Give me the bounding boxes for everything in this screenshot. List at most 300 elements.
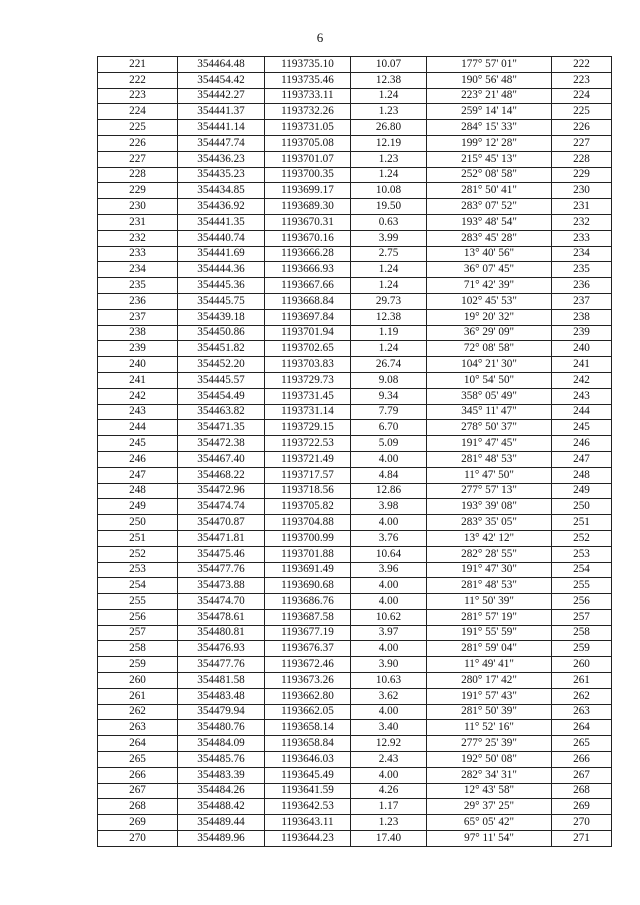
bearing-cell: 277° 57' 13" <box>427 483 552 499</box>
distance-cell: 4.00 <box>351 594 427 610</box>
point-from-cell: 244 <box>98 420 178 436</box>
x-coordinate-cell: 354472.96 <box>178 483 265 499</box>
y-coordinate-cell: 1193662.05 <box>265 704 351 720</box>
point-from-cell: 223 <box>98 88 178 104</box>
distance-cell: 9.34 <box>351 388 427 404</box>
point-to-cell: 247 <box>552 451 612 467</box>
point-to-cell: 257 <box>552 609 612 625</box>
point-to-cell: 228 <box>552 151 612 167</box>
x-coordinate-cell: 354489.96 <box>178 831 265 847</box>
y-coordinate-cell: 1193722.53 <box>265 436 351 452</box>
distance-cell: 3.96 <box>351 562 427 578</box>
distance-cell: 1.23 <box>351 815 427 831</box>
distance-cell: 26.74 <box>351 357 427 373</box>
point-to-cell: 242 <box>552 372 612 388</box>
y-coordinate-cell: 1193702.65 <box>265 341 351 357</box>
point-from-cell: 260 <box>98 673 178 689</box>
distance-cell: 6.70 <box>351 420 427 436</box>
point-to-cell: 225 <box>552 104 612 120</box>
table-row <box>98 499 612 515</box>
bearing-cell: 282° 28' 55" <box>427 546 552 562</box>
x-coordinate-cell: 354467.40 <box>178 451 265 467</box>
table-row <box>98 688 612 704</box>
point-to-cell: 255 <box>552 578 612 594</box>
y-coordinate-cell: 1193721.49 <box>265 451 351 467</box>
bearing-cell: 277° 25' 39" <box>427 736 552 752</box>
bearing-cell: 10° 54' 50" <box>427 372 552 388</box>
table-row <box>98 404 612 420</box>
table-row <box>98 562 612 578</box>
x-coordinate-cell: 354441.35 <box>178 214 265 230</box>
point-to-cell: 248 <box>552 467 612 483</box>
y-coordinate-cell: 1193658.84 <box>265 736 351 752</box>
x-coordinate-cell: 354471.35 <box>178 420 265 436</box>
table-row <box>98 388 612 404</box>
y-coordinate-cell: 1193718.56 <box>265 483 351 499</box>
point-from-cell: 250 <box>98 515 178 531</box>
point-from-cell: 229 <box>98 183 178 199</box>
point-to-cell: 246 <box>552 436 612 452</box>
point-from-cell: 232 <box>98 230 178 246</box>
table-row <box>98 309 612 325</box>
y-coordinate-cell: 1193670.31 <box>265 214 351 230</box>
point-to-cell: 236 <box>552 278 612 294</box>
bearing-cell: 11° 49' 41" <box>427 657 552 673</box>
distance-cell: 3.99 <box>351 230 427 246</box>
table-row <box>98 736 612 752</box>
point-to-cell: 259 <box>552 641 612 657</box>
x-coordinate-cell: 354439.18 <box>178 309 265 325</box>
x-coordinate-cell: 354447.74 <box>178 135 265 151</box>
y-coordinate-cell: 1193701.88 <box>265 546 351 562</box>
bearing-cell: 259° 14' 14" <box>427 104 552 120</box>
table-row <box>98 657 612 673</box>
distance-cell: 17.40 <box>351 831 427 847</box>
distance-cell: 10.07 <box>351 57 427 73</box>
table-row <box>98 57 612 73</box>
table-row <box>98 609 612 625</box>
point-to-cell: 250 <box>552 499 612 515</box>
point-from-cell: 230 <box>98 199 178 215</box>
bearing-cell: 252° 08' 58" <box>427 167 552 183</box>
table-row <box>98 641 612 657</box>
distance-cell: 4.00 <box>351 767 427 783</box>
bearing-cell: 13° 42' 12" <box>427 530 552 546</box>
point-from-cell: 221 <box>98 57 178 73</box>
x-coordinate-cell: 354445.75 <box>178 293 265 309</box>
table-row <box>98 752 612 768</box>
x-coordinate-cell: 354472.38 <box>178 436 265 452</box>
point-to-cell: 232 <box>552 214 612 230</box>
distance-cell: 1.24 <box>351 167 427 183</box>
y-coordinate-cell: 1193729.15 <box>265 420 351 436</box>
distance-cell: 10.63 <box>351 673 427 689</box>
point-to-cell: 267 <box>552 767 612 783</box>
y-coordinate-cell: 1193686.76 <box>265 594 351 610</box>
point-to-cell: 234 <box>552 246 612 262</box>
distance-cell: 7.79 <box>351 404 427 420</box>
x-coordinate-cell: 354473.88 <box>178 578 265 594</box>
bearing-cell: 11° 47' 50" <box>427 467 552 483</box>
y-coordinate-cell: 1193670.16 <box>265 230 351 246</box>
table-row <box>98 120 612 136</box>
bearing-cell: 278° 50' 37" <box>427 420 552 436</box>
x-coordinate-cell: 354444.36 <box>178 262 265 278</box>
table-row <box>98 720 612 736</box>
distance-cell: 2.75 <box>351 246 427 262</box>
point-to-cell: 243 <box>552 388 612 404</box>
point-to-cell: 252 <box>552 530 612 546</box>
point-from-cell: 255 <box>98 594 178 610</box>
distance-cell: 2.43 <box>351 752 427 768</box>
point-to-cell: 224 <box>552 88 612 104</box>
bearing-cell: 13° 40' 56" <box>427 246 552 262</box>
bearing-cell: 102° 45' 53" <box>427 293 552 309</box>
point-from-cell: 262 <box>98 704 178 720</box>
distance-cell: 12.86 <box>351 483 427 499</box>
table-row <box>98 72 612 88</box>
distance-cell: 1.24 <box>351 262 427 278</box>
point-to-cell: 268 <box>552 783 612 799</box>
x-coordinate-cell: 354450.86 <box>178 325 265 341</box>
point-to-cell: 223 <box>552 72 612 88</box>
x-coordinate-cell: 354485.76 <box>178 752 265 768</box>
distance-cell: 10.64 <box>351 546 427 562</box>
point-from-cell: 243 <box>98 404 178 420</box>
bearing-cell: 282° 34' 31" <box>427 767 552 783</box>
y-coordinate-cell: 1193729.73 <box>265 372 351 388</box>
y-coordinate-cell: 1193668.84 <box>265 293 351 309</box>
y-coordinate-cell: 1193662.80 <box>265 688 351 704</box>
table-row <box>98 262 612 278</box>
point-to-cell: 262 <box>552 688 612 704</box>
table-row <box>98 246 612 262</box>
point-to-cell: 239 <box>552 325 612 341</box>
y-coordinate-cell: 1193733.11 <box>265 88 351 104</box>
distance-cell: 3.97 <box>351 625 427 641</box>
distance-cell: 10.08 <box>351 183 427 199</box>
bearing-cell: 281° 50' 39" <box>427 704 552 720</box>
distance-cell: 26.80 <box>351 120 427 136</box>
x-coordinate-cell: 354440.74 <box>178 230 265 246</box>
point-to-cell: 233 <box>552 230 612 246</box>
x-coordinate-cell: 354441.37 <box>178 104 265 120</box>
distance-cell: 12.19 <box>351 135 427 151</box>
table-row <box>98 546 612 562</box>
y-coordinate-cell: 1193731.05 <box>265 120 351 136</box>
y-coordinate-cell: 1193666.28 <box>265 246 351 262</box>
y-coordinate-cell: 1193701.07 <box>265 151 351 167</box>
y-coordinate-cell: 1193641.59 <box>265 783 351 799</box>
y-coordinate-cell: 1193731.14 <box>265 404 351 420</box>
x-coordinate-cell: 354483.48 <box>178 688 265 704</box>
distance-cell: 4.00 <box>351 704 427 720</box>
bearing-cell: 19° 20' 32" <box>427 309 552 325</box>
point-from-cell: 226 <box>98 135 178 151</box>
point-from-cell: 248 <box>98 483 178 499</box>
table-row <box>98 214 612 230</box>
distance-cell: 12.92 <box>351 736 427 752</box>
point-from-cell: 251 <box>98 530 178 546</box>
bearing-cell: 358° 05' 49" <box>427 388 552 404</box>
point-from-cell: 267 <box>98 783 178 799</box>
table-row <box>98 578 612 594</box>
table-row <box>98 167 612 183</box>
distance-cell: 4.00 <box>351 515 427 531</box>
bearing-cell: 65° 05' 42" <box>427 815 552 831</box>
table-row <box>98 815 612 831</box>
bearing-cell: 36° 29' 09" <box>427 325 552 341</box>
point-to-cell: 269 <box>552 799 612 815</box>
table-row <box>98 151 612 167</box>
x-coordinate-cell: 354480.81 <box>178 625 265 641</box>
x-coordinate-cell: 354451.82 <box>178 341 265 357</box>
x-coordinate-cell: 354478.61 <box>178 609 265 625</box>
y-coordinate-cell: 1193690.68 <box>265 578 351 594</box>
distance-cell: 1.19 <box>351 325 427 341</box>
x-coordinate-cell: 354464.48 <box>178 57 265 73</box>
distance-cell: 1.24 <box>351 88 427 104</box>
table-row <box>98 293 612 309</box>
distance-cell: 4.00 <box>351 451 427 467</box>
y-coordinate-cell: 1193644.23 <box>265 831 351 847</box>
y-coordinate-cell: 1193677.19 <box>265 625 351 641</box>
distance-cell: 1.17 <box>351 799 427 815</box>
point-from-cell: 264 <box>98 736 178 752</box>
table-row <box>98 783 612 799</box>
bearing-cell: 283° 45' 28" <box>427 230 552 246</box>
distance-cell: 4.00 <box>351 641 427 657</box>
bearing-cell: 11° 50' 39" <box>427 594 552 610</box>
point-from-cell: 268 <box>98 799 178 815</box>
bearing-cell: 177° 57' 01" <box>427 57 552 73</box>
table-row <box>98 515 612 531</box>
coordinates-table-body <box>98 57 612 847</box>
point-from-cell: 254 <box>98 578 178 594</box>
point-from-cell: 270 <box>98 831 178 847</box>
point-from-cell: 269 <box>98 815 178 831</box>
table-row <box>98 420 612 436</box>
distance-cell: 4.84 <box>351 467 427 483</box>
y-coordinate-cell: 1193735.10 <box>265 57 351 73</box>
y-coordinate-cell: 1193642.53 <box>265 799 351 815</box>
bearing-cell: 281° 48' 53" <box>427 578 552 594</box>
table-row <box>98 704 612 720</box>
bearing-cell: 191° 55' 59" <box>427 625 552 641</box>
x-coordinate-cell: 354434.85 <box>178 183 265 199</box>
x-coordinate-cell: 354436.23 <box>178 151 265 167</box>
bearing-cell: 191° 47' 30" <box>427 562 552 578</box>
point-to-cell: 254 <box>552 562 612 578</box>
point-to-cell: 230 <box>552 183 612 199</box>
point-from-cell: 261 <box>98 688 178 704</box>
point-from-cell: 227 <box>98 151 178 167</box>
distance-cell: 0.63 <box>351 214 427 230</box>
point-from-cell: 257 <box>98 625 178 641</box>
bearing-cell: 193° 48' 54" <box>427 214 552 230</box>
bearing-cell: 191° 47' 45" <box>427 436 552 452</box>
y-coordinate-cell: 1193731.45 <box>265 388 351 404</box>
point-from-cell: 236 <box>98 293 178 309</box>
distance-cell: 1.24 <box>351 341 427 357</box>
bearing-cell: 281° 59' 04" <box>427 641 552 657</box>
point-to-cell: 227 <box>552 135 612 151</box>
table-row <box>98 325 612 341</box>
point-to-cell: 270 <box>552 815 612 831</box>
x-coordinate-cell: 354475.46 <box>178 546 265 562</box>
distance-cell: 12.38 <box>351 72 427 88</box>
point-from-cell: 228 <box>98 167 178 183</box>
bearing-cell: 71° 42' 39" <box>427 278 552 294</box>
point-to-cell: 264 <box>552 720 612 736</box>
y-coordinate-cell: 1193672.46 <box>265 657 351 673</box>
y-coordinate-cell: 1193645.49 <box>265 767 351 783</box>
point-to-cell: 245 <box>552 420 612 436</box>
y-coordinate-cell: 1193666.93 <box>265 262 351 278</box>
distance-cell: 3.40 <box>351 720 427 736</box>
x-coordinate-cell: 354483.39 <box>178 767 265 783</box>
point-from-cell: 225 <box>98 120 178 136</box>
point-to-cell: 258 <box>552 625 612 641</box>
point-to-cell: 266 <box>552 752 612 768</box>
point-from-cell: 258 <box>98 641 178 657</box>
x-coordinate-cell: 354441.69 <box>178 246 265 262</box>
point-from-cell: 256 <box>98 609 178 625</box>
point-from-cell: 266 <box>98 767 178 783</box>
point-to-cell: 265 <box>552 736 612 752</box>
y-coordinate-cell: 1193700.99 <box>265 530 351 546</box>
table-row <box>98 436 612 452</box>
distance-cell: 4.00 <box>351 578 427 594</box>
x-coordinate-cell: 354435.23 <box>178 167 265 183</box>
table-row <box>98 341 612 357</box>
x-coordinate-cell: 354474.70 <box>178 594 265 610</box>
point-to-cell: 241 <box>552 357 612 373</box>
x-coordinate-cell: 354479.94 <box>178 704 265 720</box>
table-row <box>98 594 612 610</box>
point-to-cell: 260 <box>552 657 612 673</box>
table-row <box>98 767 612 783</box>
bearing-cell: 280° 17' 42" <box>427 673 552 689</box>
point-to-cell: 261 <box>552 673 612 689</box>
y-coordinate-cell: 1193687.58 <box>265 609 351 625</box>
point-from-cell: 242 <box>98 388 178 404</box>
bearing-cell: 192° 50' 08" <box>427 752 552 768</box>
point-from-cell: 246 <box>98 451 178 467</box>
table-row <box>98 230 612 246</box>
y-coordinate-cell: 1193658.14 <box>265 720 351 736</box>
coordinates-table <box>97 56 612 847</box>
bearing-cell: 223° 21' 48" <box>427 88 552 104</box>
point-to-cell: 238 <box>552 309 612 325</box>
table-row <box>98 372 612 388</box>
table-row <box>98 104 612 120</box>
point-to-cell: 222 <box>552 57 612 73</box>
point-from-cell: 233 <box>98 246 178 262</box>
x-coordinate-cell: 354471.81 <box>178 530 265 546</box>
point-to-cell: 244 <box>552 404 612 420</box>
bearing-cell: 281° 50' 41" <box>427 183 552 199</box>
bearing-cell: 12° 43' 58" <box>427 783 552 799</box>
table-row <box>98 467 612 483</box>
point-from-cell: 224 <box>98 104 178 120</box>
bearing-cell: 284° 15' 33" <box>427 120 552 136</box>
point-from-cell: 240 <box>98 357 178 373</box>
point-from-cell: 265 <box>98 752 178 768</box>
x-coordinate-cell: 354454.42 <box>178 72 265 88</box>
point-to-cell: 237 <box>552 293 612 309</box>
y-coordinate-cell: 1193643.11 <box>265 815 351 831</box>
bearing-cell: 283° 07' 52" <box>427 199 552 215</box>
point-from-cell: 252 <box>98 546 178 562</box>
x-coordinate-cell: 354441.14 <box>178 120 265 136</box>
point-to-cell: 263 <box>552 704 612 720</box>
distance-cell: 1.23 <box>351 151 427 167</box>
y-coordinate-cell: 1193689.30 <box>265 199 351 215</box>
x-coordinate-cell: 354470.87 <box>178 515 265 531</box>
x-coordinate-cell: 354474.74 <box>178 499 265 515</box>
x-coordinate-cell: 354476.93 <box>178 641 265 657</box>
bearing-cell: 283° 35' 05" <box>427 515 552 531</box>
table-row <box>98 625 612 641</box>
x-coordinate-cell: 354480.76 <box>178 720 265 736</box>
point-from-cell: 263 <box>98 720 178 736</box>
distance-cell: 3.90 <box>351 657 427 673</box>
x-coordinate-cell: 354484.26 <box>178 783 265 799</box>
point-from-cell: 239 <box>98 341 178 357</box>
table-row <box>98 357 612 373</box>
distance-cell: 4.26 <box>351 783 427 799</box>
x-coordinate-cell: 354452.20 <box>178 357 265 373</box>
y-coordinate-cell: 1193700.35 <box>265 167 351 183</box>
bearing-cell: 281° 57' 19" <box>427 609 552 625</box>
distance-cell: 3.62 <box>351 688 427 704</box>
point-from-cell: 241 <box>98 372 178 388</box>
table-row <box>98 451 612 467</box>
distance-cell: 1.23 <box>351 104 427 120</box>
distance-cell: 5.09 <box>351 436 427 452</box>
distance-cell: 19.50 <box>351 199 427 215</box>
y-coordinate-cell: 1193691.49 <box>265 562 351 578</box>
point-from-cell: 234 <box>98 262 178 278</box>
table-row <box>98 183 612 199</box>
point-to-cell: 251 <box>552 515 612 531</box>
bearing-cell: 97° 11' 54" <box>427 831 552 847</box>
distance-cell: 29.73 <box>351 293 427 309</box>
y-coordinate-cell: 1193717.57 <box>265 467 351 483</box>
bearing-cell: 190° 56' 48" <box>427 72 552 88</box>
point-to-cell: 253 <box>552 546 612 562</box>
y-coordinate-cell: 1193667.66 <box>265 278 351 294</box>
x-coordinate-cell: 354442.27 <box>178 88 265 104</box>
table-row <box>98 88 612 104</box>
table-row <box>98 799 612 815</box>
x-coordinate-cell: 354481.58 <box>178 673 265 689</box>
distance-cell: 3.98 <box>351 499 427 515</box>
x-coordinate-cell: 354454.49 <box>178 388 265 404</box>
x-coordinate-cell: 354488.42 <box>178 799 265 815</box>
point-from-cell: 253 <box>98 562 178 578</box>
point-from-cell: 247 <box>98 467 178 483</box>
point-to-cell: 229 <box>552 167 612 183</box>
bearing-cell: 345° 11' 47" <box>427 404 552 420</box>
table-row <box>98 831 612 847</box>
bearing-cell: 11° 52' 16" <box>427 720 552 736</box>
point-from-cell: 235 <box>98 278 178 294</box>
bearing-cell: 29° 37' 25" <box>427 799 552 815</box>
distance-cell: 10.62 <box>351 609 427 625</box>
y-coordinate-cell: 1193676.37 <box>265 641 351 657</box>
